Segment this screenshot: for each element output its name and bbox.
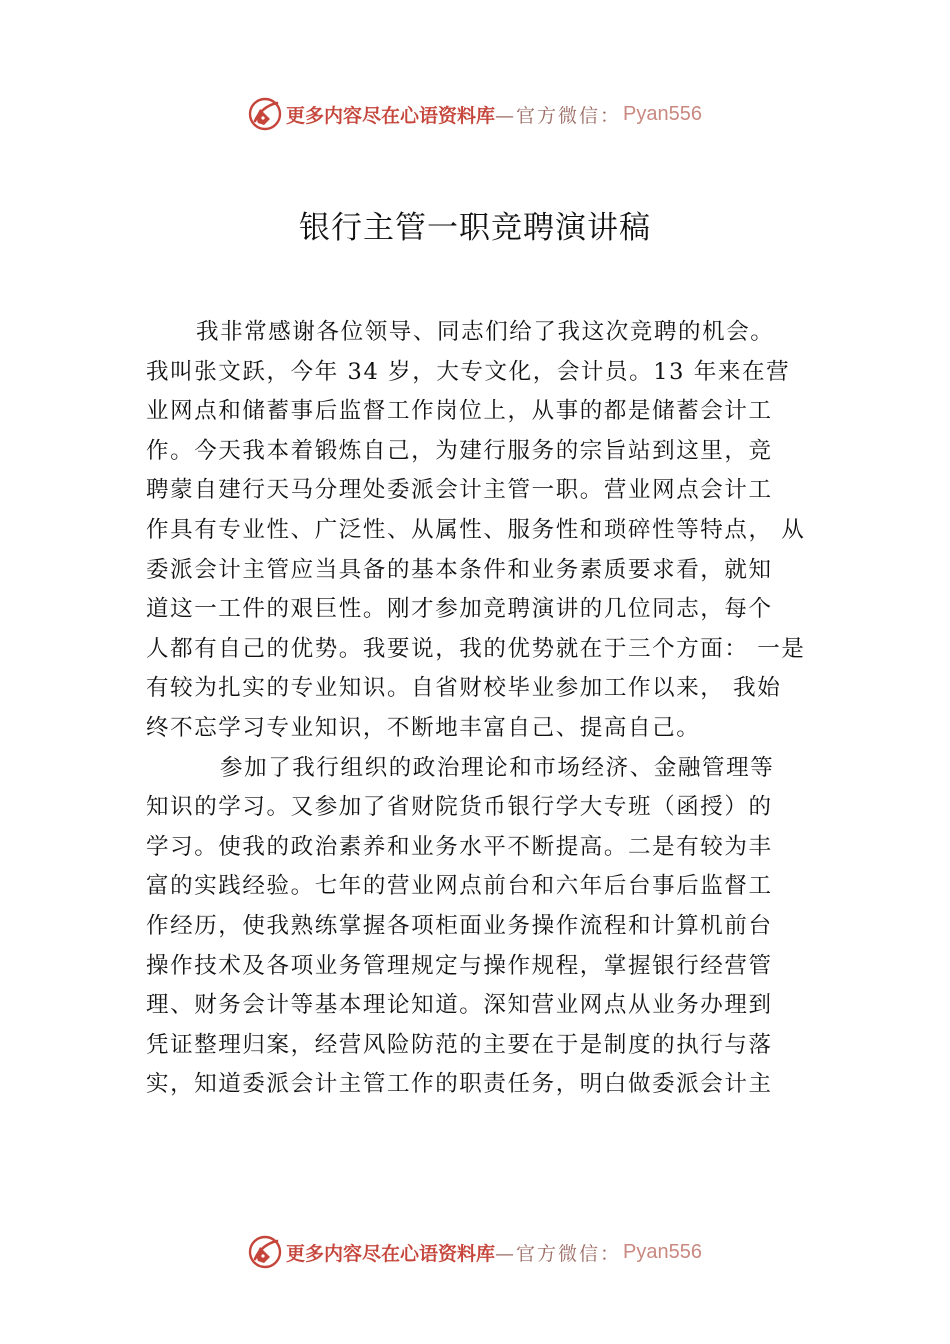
header-banner — [0, 94, 950, 134]
body-line: 我非常感谢各位领导、同志们给了我这次竞聘的机会。 — [196, 319, 775, 345]
banner-wechat-id: Pyan556 — [623, 102, 702, 125]
body-line: 实，知道委派会计主管工作的职责任务，明白做委派会计主 — [146, 1071, 773, 1098]
banner-wechat-id: Pyan556 — [623, 1240, 702, 1263]
body-line: 委派会计主管应当具备的基本条件和业务素质要求看，就知 — [146, 556, 773, 583]
footer-banner — [0, 1232, 950, 1272]
body-line: 知识的学习。又参加了省财院货币银行学大专班（函授）的 — [146, 794, 773, 821]
banner-wechat-label: —官方微信： — [495, 1242, 622, 1265]
body-line: 人都有自己的优势。我要说，我的优势就在于三个方面： 一是 — [146, 635, 806, 662]
pen-nib-logo-icon — [248, 97, 282, 131]
body-line: 道这一工件的艰巨性。刚才参加竞聘演讲的几位同志，每个 — [146, 596, 773, 623]
body-line: 作具有专业性、广泛性、从属性、服务性和琐碎性等特点， 从 — [146, 516, 806, 543]
document-body — [146, 313, 826, 1105]
banner-promo-text: 更多内容尽在心语资料库 — [286, 104, 496, 127]
body-line: 业网点和储蓄事后监督工作岗位上，从事的都是储蓄会计工 — [146, 398, 773, 425]
body-line: 参加了我行组织的政治理论和市场经济、金融管理等 — [220, 754, 775, 781]
body-line: 作经历，使我熟练掌握各项柜面业务操作流程和计算机前台 — [146, 912, 773, 939]
body-line: 有较为扎实的专业知识。自省财校毕业参加工作以来， 我始 — [146, 675, 782, 702]
pen-nib-logo-icon — [248, 1235, 282, 1269]
body-line: 理、财务会计等基本理论知道。深知营业网点从业务办理到 — [146, 992, 773, 1019]
body-line: 富的实践经验。七年的营业网点前台和六年后台事后监督工 — [146, 873, 773, 900]
document-title: 银行主管一职竞聘演讲稿 — [299, 210, 651, 246]
body-line: 凭证整理归案，经营风险防范的主要在于是制度的执行与落 — [146, 1031, 773, 1058]
body-line: 我叫张文跃，今年 34 岁，大专文化，会计员。13 年来在营 — [146, 358, 791, 385]
body-line: 操作技术及各项业务管理规定与操作规程，掌握银行经营管 — [146, 952, 773, 979]
banner-wechat-label: —官方微信： — [495, 104, 622, 127]
body-line: 学习。使我的政治素养和业务水平不断提高。二是有较为丰 — [146, 833, 773, 860]
body-line: 作。今天我本着锻炼自己，为建行服务的宗旨站到这里，竞 — [146, 437, 773, 464]
banner-promo-text: 更多内容尽在心语资料库 — [286, 1242, 496, 1265]
body-line: 聘蒙自建行天马分理处委派会计主管一职。营业网点会计工 — [146, 477, 773, 504]
body-line: 终不忘学习专业知识，不断地丰富自己、提高自己。 — [146, 714, 701, 741]
